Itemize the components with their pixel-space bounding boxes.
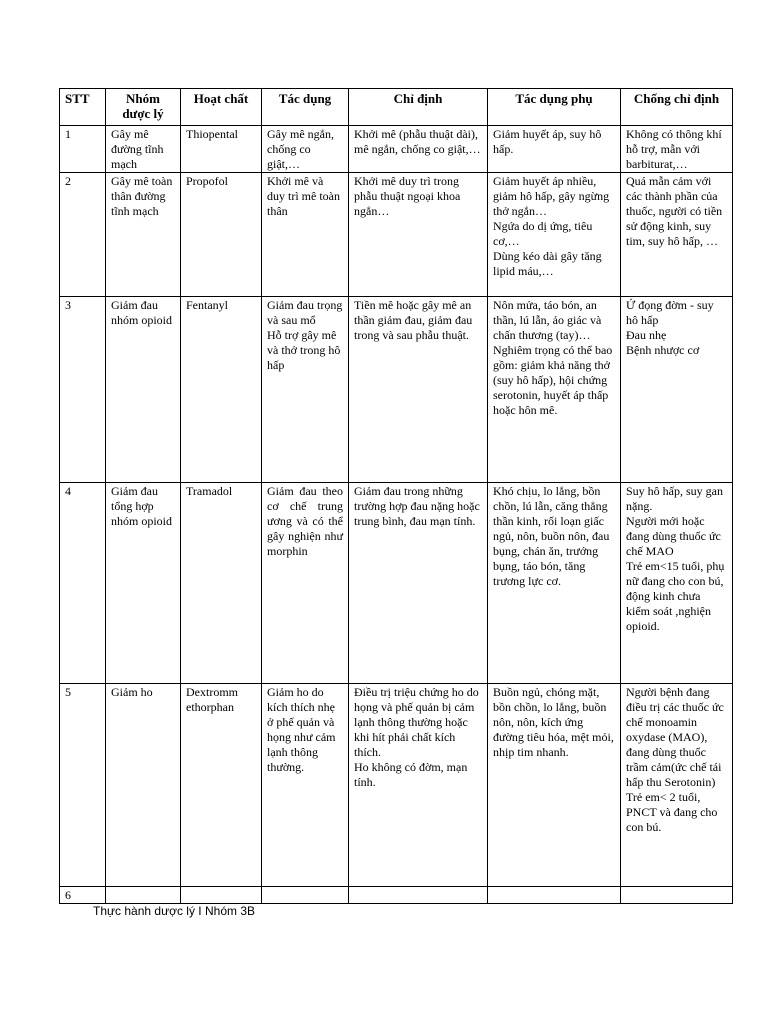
cell-line: Giảm đau theo cơ chế trung ương và có thể gây nghiện như morphin [267, 484, 343, 558]
cell-hoat-chat: Propofol [181, 173, 262, 297]
cell-tac-dung [262, 887, 349, 904]
table-row [60, 887, 733, 904]
cell-line: Dùng kéo dài gây tăng lipid máu,… [493, 249, 602, 278]
cell-hoat-chat [181, 684, 262, 887]
cell-line: Suy hô hấp, suy gan nặng. [626, 484, 723, 513]
cell-line: Ngứa do dị ứng, tiêu cơ,… [493, 219, 593, 248]
cell-stt: 2 [60, 173, 106, 297]
cell-chong-chi-dinh [621, 173, 733, 297]
cell-chong-chi-dinh [621, 483, 733, 684]
cell-line: Khởi mê và duy trì mê toàn thân [267, 174, 340, 218]
cell-line: Khó chịu, lo lắng, bồn chồn, lú lẫn, căng thẳng thần kinh, rối loạn giấc ngủ, nôn, buồn nôn, đau bụng, chán ăn, trướng bụng, táo bón, tăng trương lực cơ. [493, 484, 610, 588]
cell-stt: 3 [60, 297, 106, 483]
cell-line: Nghiêm trọng có thể bao gồm: giảm khả năng thở (suy hô hấp), hội chứng serotonin, huyết áp thấp hoặc hôn mê. [493, 343, 613, 417]
cell-line: Đau nhẹ [626, 328, 667, 342]
cell-line: Buồn ngủ, chóng mặt, bồn chồn, lo lắng, buồn nôn, nôn, kích ứng đường tiêu hóa, mệt mỏi, nhịp tim nhanh. [493, 685, 614, 759]
cell-stt: 6 [60, 887, 106, 904]
cell-line: ethorphan [186, 700, 234, 714]
cell-nhom: Giảm đau nhóm opioid [106, 297, 181, 483]
cell-line: Giảm đau trong những trường hợp đau nặng hoặc trung bình, đau mạn tính. [354, 484, 480, 528]
cell-line: Ho không có đờm, mạn tính. [354, 760, 468, 789]
cell-line: Ứ đọng đờm - suy hô hấp [626, 298, 714, 327]
cell-line: Giảm ho do kích thích nhẹ ở phế quản và họng như cảm lạnh thông thường. [267, 685, 336, 774]
cell-line: Bệnh nhược cơ [626, 343, 700, 357]
cell-nhom [106, 887, 181, 904]
cell-tac-dung-phu [488, 887, 621, 904]
cell-line: Không có thông khí hỗ trợ, mẫn với barbiturat,… [626, 127, 722, 171]
cell-line: Trẻ em<15 tuổi, phụ nữ đang cho con bú, động kinh chưa kiểm soát ,nghiện opioid. [626, 559, 725, 633]
cell-tac-dung [262, 684, 349, 887]
cell-line: Giảm đau trọng và sau mổ [267, 298, 343, 327]
cell-chong-chi-dinh [621, 887, 733, 904]
cell-tac-dung [262, 126, 349, 173]
cell-line: Hỗ trợ gây mê và thở trong hô hấp [267, 328, 341, 372]
cell-hoat-chat: Thiopental [181, 126, 262, 173]
cell-tac-dung [262, 297, 349, 483]
table-row [60, 483, 733, 684]
cell-line: Giảm huyết áp nhiều, giảm hô hấp, gây ngừng thở ngắn… [493, 174, 610, 218]
cell-line: Gây mê ngắn, chống co giật,… [267, 127, 334, 171]
cell-line: Người mới hoặc đang dùng thuốc ức chế MAO [626, 514, 721, 558]
cell-line: Dextromm [186, 685, 238, 699]
cell-chi-dinh [349, 173, 488, 297]
table-row [60, 297, 733, 483]
cell-tac-dung-phu [488, 173, 621, 297]
cell-tac-dung-phu [488, 126, 621, 173]
cell-chi-dinh [349, 126, 488, 173]
cell-chong-chi-dinh [621, 684, 733, 887]
cell-stt: 1 [60, 126, 106, 173]
table-row [60, 126, 733, 173]
cell-hoat-chat: Fentanyl [181, 297, 262, 483]
cell-chi-dinh [349, 297, 488, 483]
header-stt: STT [60, 89, 106, 126]
header-chong-chi-dinh: Chống chỉ định [621, 89, 733, 126]
cell-stt: 4 [60, 483, 106, 684]
cell-chong-chi-dinh [621, 126, 733, 173]
cell-chi-dinh [349, 684, 488, 887]
header-nhom-duoc-ly: Nhóm dược lý [106, 89, 181, 126]
header-tac-dung: Tác dụng [262, 89, 349, 126]
cell-nhom: Giảm đau tổng hợp nhóm opioid [106, 483, 181, 684]
cell-hoat-chat [181, 887, 262, 904]
drug-table [59, 88, 733, 904]
cell-nhom: Gây mê đường tĩnh mạch [106, 126, 181, 173]
cell-line: Điều trị triệu chứng ho do họng và phế quản bị cảm lạnh thông thường hoặc khi hít phải chất kích thích. [354, 685, 479, 759]
cell-tac-dung [262, 483, 349, 684]
header-tac-dung-phu: Tác dụng phụ [488, 89, 621, 126]
header-chi-dinh: Chỉ định [349, 89, 488, 126]
table-row [60, 684, 733, 887]
cell-nhom: Giảm ho [106, 684, 181, 887]
cell-line: Khởi mê duy trì trong phẫu thuật ngoại khoa ngắn… [354, 174, 461, 218]
page-footer: Thực hành dược lý I Nhóm 3B [93, 904, 255, 918]
cell-hoat-chat: Tramadol [181, 483, 262, 684]
cell-tac-dung-phu [488, 684, 621, 887]
cell-stt: 5 [60, 684, 106, 887]
cell-line: Tiền mê hoặc gây mê an thần giảm đau, giảm đau trong và sau phẫu thuật. [354, 298, 473, 342]
table-row [60, 173, 733, 297]
cell-nhom: Gây mê toàn thân đường tĩnh mạch [106, 173, 181, 297]
cell-tac-dung [262, 173, 349, 297]
header-row [60, 89, 733, 126]
cell-line: Quá mẫn cảm với các thành phần của thuốc, người có tiền sử động kinh, suy tim, suy hô hấp, … [626, 174, 723, 248]
cell-tac-dung-phu [488, 297, 621, 483]
cell-line: Người bệnh đang điều trị các thuốc ức chế monoamin oxydase (MAO), đang dùng thuốc trầm cảm(ức chế tái hấp thu Serotonin) [626, 685, 724, 789]
cell-line: Nôn mửa, táo bón, an thần, lú lẫn, ảo giác và chấn thương (tay)… [493, 298, 602, 342]
header-hoat-chat: Hoạt chất [181, 89, 262, 126]
cell-tac-dung-phu [488, 483, 621, 684]
cell-line: Trẻ em< 2 tuổi, PNCT và đang cho con bú. [626, 790, 718, 834]
cell-chi-dinh [349, 483, 488, 684]
cell-chong-chi-dinh [621, 297, 733, 483]
cell-line: Giảm huyết áp, suy hô hấp. [493, 127, 602, 156]
cell-chi-dinh [349, 887, 488, 904]
cell-line: Khởi mê (phẫu thuật dài), mê ngắn, chống co giật,… [354, 127, 481, 156]
